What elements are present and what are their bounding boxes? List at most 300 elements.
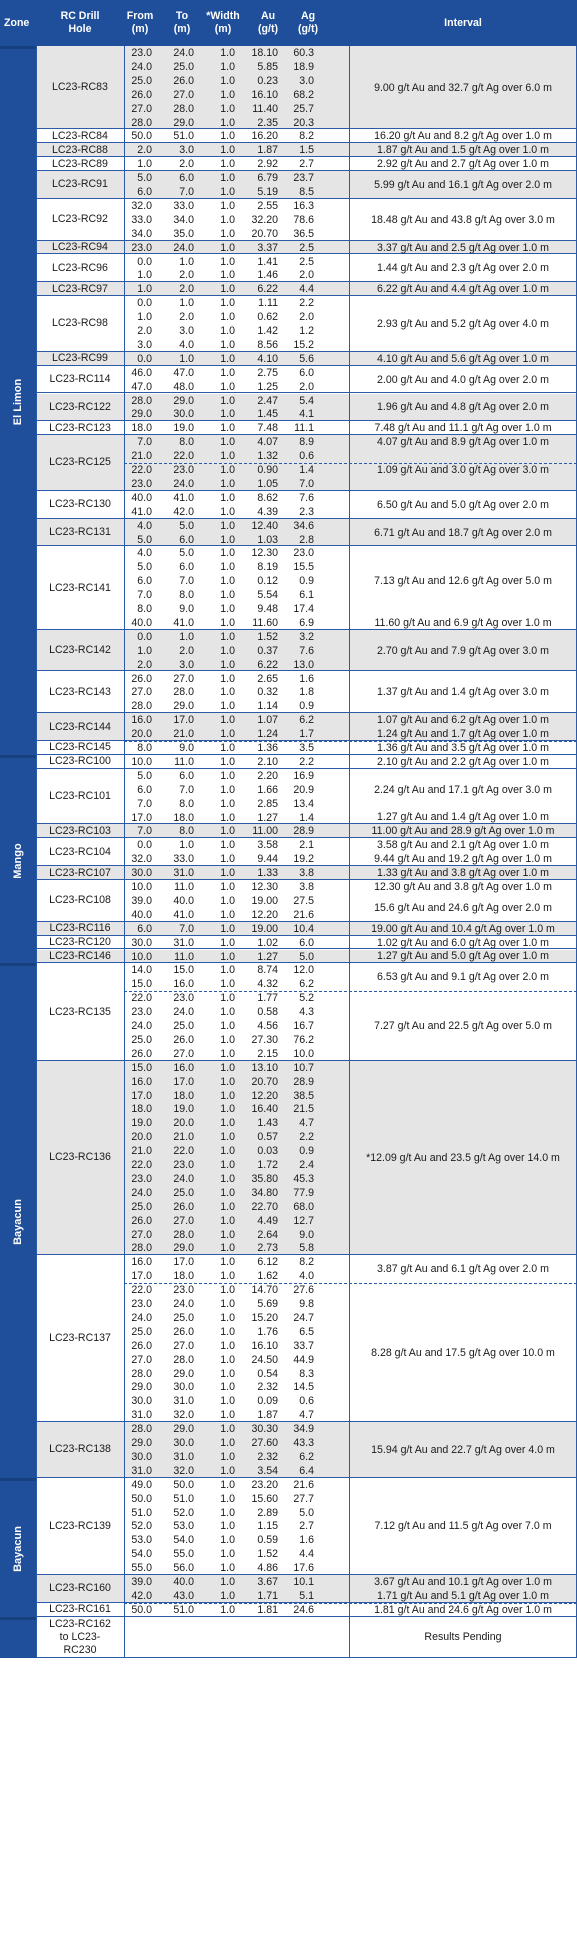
ag-cell: 4.7 [299,1409,314,1422]
from-cell: 23.0 [131,47,152,59]
to-cell: 30.0 [173,1437,194,1449]
to-cell: 24.0 [173,47,194,59]
width-cell: 1.0 [220,1492,235,1505]
from-cell: 33.0 [131,213,152,226]
width-cell: 1.0 [220,616,235,629]
width-cell: 1.0 [220,130,235,143]
width-cell: 1.0 [220,1020,235,1032]
width-cell: 1.0 [220,894,235,907]
to-cell: 22.0 [173,1145,194,1158]
from-cell: 1.0 [137,283,152,296]
from-cell: 17.0 [131,1270,152,1283]
ag-cell: 1.6 [299,1534,314,1547]
to-cell: 4.0 [179,338,194,351]
ag-cell: 78.6 [293,213,314,226]
ag-cell: 5.0 [299,950,314,963]
header-from: From (m) [126,10,154,35]
width-cell: 1.0 [220,394,235,407]
width-cell: 1.0 [220,255,235,268]
to-cell: 26.0 [173,1200,194,1213]
from-cell: 26.0 [131,1047,152,1060]
ag-cell: 25.7 [293,102,314,115]
to-cell: 56.0 [173,1562,194,1575]
table-row [124,1478,349,1492]
interval-summary: *12.09 g/t Au and 23.5 g/t Ag over 14.0 m [366,1152,560,1164]
from-cell: 26.0 [131,88,152,101]
to-cell: 2.0 [179,311,194,324]
interval-summary: 3.58 g/t Au and 2.1 g/t Ag over 1.0 m [377,839,549,852]
to-cell: 7.0 [179,922,194,935]
width-cell: 1.0 [220,1047,235,1060]
ag-cell: 0.6 [299,1395,314,1408]
to-cell: 29.0 [173,394,194,407]
width-cell: 1.0 [220,227,235,240]
from-cell: 4.0 [137,547,152,560]
ag-cell: 3.2 [299,630,314,643]
ag-cell: 0.9 [299,700,314,713]
from-cell: 39.0 [131,894,152,907]
width-cell: 1.0 [220,1576,235,1588]
table-row [124,241,349,255]
from-cell: 5.0 [137,561,152,574]
to-cell: 55.0 [173,1548,194,1561]
table-row [124,602,349,616]
from-cell: 47.0 [131,380,152,393]
au-cell: 15.60 [251,1492,278,1505]
from-cell: 31.0 [131,1409,152,1422]
width-cell: 1.0 [220,603,235,615]
table-row [124,1130,349,1144]
table-row [124,1019,349,1033]
interval-summary: 3.87 g/t Au and 6.1 g/t Ag over 2.0 m [377,1263,549,1276]
ag-cell: 13.0 [293,658,314,671]
width-cell: 1.0 [220,658,235,671]
width-cell: 1.0 [220,1006,235,1019]
width-cell: 1.0 [220,686,235,699]
width-cell: 1.0 [220,1228,235,1241]
au-cell: 30.30 [251,1423,278,1436]
from-cell: 27.0 [131,1228,152,1241]
zone-label [0,46,36,755]
table-row [124,157,349,171]
width-cell: 1.0 [220,1562,235,1575]
table-row [124,1603,349,1617]
ag-cell: 8.5 [299,186,314,198]
table-row [124,1367,349,1381]
ag-cell: 2.8 [299,533,314,546]
interval-summary: 1.96 g/t Au and 4.8 g/t Ag over 2.0 m [377,401,549,414]
table-row [124,421,349,435]
hole-id: LC23-RC99 [52,352,108,365]
table-row [124,1172,349,1186]
table-row [124,1061,349,1075]
from-cell: 23.0 [131,1298,152,1310]
to-cell: 50.0 [173,1478,194,1491]
ag-cell: 4.4 [299,1548,314,1561]
width-cell: 1.0 [220,1367,235,1380]
au-cell: 3.37 [257,241,278,254]
to-cell: 23.0 [173,1284,194,1297]
table-row [124,880,349,894]
table-row [124,199,349,213]
au-cell: 0.54 [257,1367,278,1380]
au-cell: 1.77 [257,992,278,1005]
ag-cell: 6.0 [299,366,314,379]
table-row [124,1408,349,1422]
width-cell: 1.0 [220,575,235,588]
to-cell: 19.0 [173,422,194,435]
to-cell: 27.0 [173,672,194,685]
table-row [124,644,349,658]
ag-cell: 16.3 [293,199,314,212]
interval-separator [124,1283,577,1284]
interval-summary: 7.27 g/t Au and 22.5 g/t Ag over 5.0 m [374,1019,552,1032]
ag-cell: 9.0 [299,1228,314,1241]
to-cell: 17.0 [173,1256,194,1269]
au-cell: 2.55 [257,199,278,212]
ag-cell: 5.1 [299,1589,314,1602]
from-cell: 17.0 [131,811,152,824]
from-cell: 40.0 [131,491,152,504]
to-cell: 25.0 [173,1186,194,1199]
header-hole: RC Drill Hole [60,10,100,35]
width-cell: 1.0 [220,366,235,379]
to-cell: 31.0 [173,867,194,880]
au-cell: 2.20 [257,769,278,782]
au-cell: 1.27 [257,950,278,963]
au-cell: 1.25 [257,380,278,393]
width-cell: 1.0 [220,728,235,741]
interval-summary: 15.94 g/t Au and 22.7 g/t Ag over 4.0 m [371,1443,555,1456]
interval-summary: 16.20 g/t Au and 8.2 g/t Ag over 1.0 m [374,130,552,143]
hole-id: LC23-RC136 [49,1151,111,1164]
to-cell: 2.0 [179,283,194,296]
width-cell: 1.0 [220,1131,235,1144]
zone-name: Bayacun [12,1199,24,1245]
table-row [124,560,349,574]
from-cell: 7.0 [137,436,152,449]
from-cell: 6.0 [137,922,152,935]
interval-summary: 3.67 g/t Au and 10.1 g/t Ag over 1.0 m [374,1575,552,1588]
au-cell: 1.14 [257,700,278,713]
ag-cell: 21.5 [293,1103,314,1116]
width-cell: 1.0 [220,644,235,657]
interval-summary: 2.93 g/t Au and 5.2 g/t Ag over 4.0 m [377,318,549,330]
interval-summary: 6.53 g/t Au and 9.1 g/t Ag over 2.0 m [377,971,549,984]
table-row [124,963,349,977]
width-cell: 1.0 [220,742,235,754]
au-cell: 11.60 [252,616,278,629]
to-cell: 26.0 [173,1033,194,1046]
width-cell: 1.0 [220,630,235,643]
table-row [124,1422,349,1436]
to-cell: 29.0 [173,1423,194,1436]
to-cell: 9.0 [179,742,194,754]
width-cell: 1.0 [220,1534,235,1547]
au-cell: 2.89 [257,1506,278,1519]
from-cell: 1.0 [137,311,152,324]
width-cell: 1.0 [220,964,235,977]
width-cell: 1.0 [220,422,235,435]
from-cell: 8.0 [137,742,152,754]
from-cell: 21.0 [131,1145,152,1158]
to-cell: 16.0 [173,978,194,991]
au-cell: 19.00 [251,894,278,907]
ag-cell: 76.2 [293,1033,314,1046]
table-row [124,991,349,1005]
column-divider [36,46,37,1658]
table-row [124,463,349,477]
hole-id: LC23-RC107 [49,866,111,879]
table-row [124,407,349,421]
table-row [124,268,349,282]
interval-summary: 2.00 g/t Au and 4.0 g/t Ag over 2.0 m [377,373,549,386]
ag-cell: 6.5 [299,1325,314,1338]
to-cell: 30.0 [173,1381,194,1394]
ag-cell: 8.3 [299,1367,314,1380]
to-cell: 6.0 [179,769,194,782]
table-row [124,102,349,116]
from-cell: 49.0 [131,1478,152,1491]
table-row [124,366,349,380]
from-cell: 50.0 [131,1603,152,1616]
from-cell: 27.0 [131,1353,152,1366]
width-cell: 1.0 [220,47,235,59]
to-cell: 41.0 [173,491,194,504]
ag-cell: 44.9 [293,1353,314,1366]
width-cell: 1.0 [220,714,235,727]
to-cell: 27.0 [173,1214,194,1227]
from-cell: 55.0 [131,1562,152,1575]
ag-cell: 10.7 [293,1061,314,1074]
to-cell: 31.0 [173,936,194,949]
au-cell: 4.86 [257,1562,278,1575]
ag-cell: 5.0 [299,1506,314,1519]
au-cell: 12.30 [251,881,278,893]
from-cell: 30.0 [131,1395,152,1408]
zone-label [0,963,36,1477]
au-cell: 1.42 [257,325,278,337]
to-cell: 27.0 [173,1339,194,1352]
table-row [124,936,349,950]
interval-summary: 2.24 g/t Au and 17.1 g/t Ag over 3.0 m [374,783,552,796]
au-cell: 8.56 [257,338,278,351]
ag-cell: 8.2 [299,130,314,143]
au-cell: 1.05 [257,477,278,490]
header-to: To (m) [173,10,191,35]
au-cell: 1.52 [257,630,278,643]
from-cell: 6.0 [137,575,152,588]
width-cell: 1.0 [220,1464,235,1477]
au-cell: 2.75 [257,366,278,379]
au-cell: 2.73 [257,1242,278,1255]
interval-summary: 1.02 g/t Au and 6.0 g/t Ag over 1.0 m [377,936,549,949]
width-cell: 1.0 [220,783,235,796]
to-cell: 1.0 [179,630,194,643]
width-cell: 1.0 [220,450,235,463]
au-cell: 35.80 [251,1172,278,1185]
ag-cell: 36.5 [293,227,314,240]
hole-id: LC23-RC123 [49,421,111,434]
interval-summary: 9.00 g/t Au and 32.7 g/t Ag over 6.0 m [374,81,552,94]
ag-cell: 2.0 [299,380,314,393]
header-width: *Width (m) [206,10,240,35]
width-cell: 1.0 [220,1353,235,1366]
width-cell: 1.0 [220,269,235,282]
to-cell: 21.0 [173,1131,194,1144]
au-cell: 1.03 [257,533,278,546]
to-cell: 8.0 [179,436,194,449]
table-row [124,1533,349,1547]
au-cell: 1.02 [257,936,278,949]
table-row [124,1575,349,1589]
au-cell: 11.00 [252,825,278,838]
to-cell: 1.0 [179,839,194,852]
hole-id: LC23-RC144 [49,720,111,733]
ag-cell: 5.6 [299,352,314,365]
to-cell: 20.0 [173,1117,194,1130]
table-row [124,1200,349,1214]
au-cell: 8.62 [257,491,278,504]
table-row [124,797,349,811]
to-cell: 7.0 [179,783,194,796]
interval-summary: 11.00 g/t Au and 28.9 g/t Ag over 1.0 m [371,825,555,838]
table-row [124,588,349,602]
table-row [124,116,349,130]
to-cell: 29.0 [173,1242,194,1255]
from-cell: 6.0 [137,186,152,198]
interval-summary: 18.48 g/t Au and 43.8 g/t Ag over 3.0 m [371,213,555,226]
width-cell: 1.0 [220,186,235,198]
from-cell: 23.0 [131,241,152,254]
from-cell: 27.0 [131,686,152,699]
table-row [124,1033,349,1047]
au-cell: 13.10 [251,1061,278,1074]
ag-cell: 1.8 [299,686,314,699]
table-row [124,574,349,588]
ag-cell: 23.0 [293,547,314,560]
interval-summary: 8.28 g/t Au and 17.5 g/t Ag over 10.0 m [371,1346,555,1359]
hole-id: LC23-RC120 [49,936,111,949]
hole-id: LC23-RC143 [49,685,111,698]
width-cell: 1.0 [220,380,235,393]
to-cell: 32.0 [173,1409,194,1422]
from-cell: 23.0 [131,477,152,490]
to-cell: 3.0 [179,144,194,157]
to-cell: 2.0 [179,158,194,171]
ag-cell: 6.4 [299,1464,314,1477]
from-cell: 10.0 [131,881,152,893]
table-row [124,60,349,74]
from-cell: 25.0 [131,1325,152,1338]
au-cell: 2.64 [257,1228,278,1241]
to-cell: 3.0 [179,658,194,671]
to-cell: 11.0 [174,881,194,893]
interval-summary: 1.27 g/t Au and 5.0 g/t Ag over 1.0 m [377,950,549,963]
width-cell: 1.0 [220,74,235,87]
ag-cell: 9.8 [299,1298,314,1310]
au-cell: 2.32 [257,1381,278,1394]
to-cell: 34.0 [173,213,194,226]
table-row [124,1255,349,1269]
width-cell: 1.0 [220,1478,235,1491]
header-ag: Ag (g/t) [298,10,318,35]
to-cell: 19.0 [173,1103,194,1116]
interval-summary: 4.07 g/t Au and 8.9 g/t Ag over 1.0 m [377,436,549,449]
ag-cell: 8.2 [299,1256,314,1269]
table-row [124,699,349,713]
ag-cell: 3.8 [299,867,314,880]
au-cell: 2.32 [257,1450,278,1463]
au-cell: 1.07 [257,714,278,727]
from-cell: 24.0 [131,1311,152,1324]
width-cell: 1.0 [220,1284,235,1297]
au-cell: 7.48 [257,422,278,435]
to-cell: 27.0 [173,1047,194,1060]
width-cell: 1.0 [220,88,235,101]
from-cell: 25.0 [131,1033,152,1046]
to-cell: 16.0 [173,1061,194,1074]
au-cell: 12.20 [251,1089,278,1102]
table-row [124,1144,349,1158]
from-cell: 7.0 [137,589,152,602]
au-cell: 16.20 [251,130,278,143]
width-cell: 1.0 [220,1381,235,1394]
au-cell: 12.30 [251,547,278,560]
width-cell: 1.0 [220,1033,235,1046]
ag-cell: 14.5 [293,1381,314,1394]
table-row [124,255,349,269]
table-row [124,1241,349,1255]
table-row [124,811,349,825]
table-row [124,630,349,644]
au-cell: 1.45 [257,408,278,421]
table-row [124,685,349,699]
from-cell: 22.0 [131,1284,152,1297]
width-cell: 1.0 [220,325,235,337]
interval-summary: 12.30 g/t Au and 3.8 g/t Ag over 1.0 m [374,880,552,893]
to-cell: 51.0 [173,1603,194,1616]
width-cell: 1.0 [220,477,235,490]
table-row [124,352,349,366]
from-cell: 21.0 [131,450,152,463]
width-cell: 1.0 [220,1270,235,1283]
to-cell: 24.0 [173,1172,194,1185]
table-row [124,1519,349,1533]
hole-id: LC23-RC160 [49,1582,111,1595]
from-cell: 16.0 [131,1075,152,1088]
interval-summary: 9.44 g/t Au and 19.2 g/t Ag over 1.0 m [374,853,552,866]
from-cell: 31.0 [131,1464,152,1477]
width-cell: 1.0 [220,1075,235,1088]
au-cell: 1.43 [257,1117,278,1130]
table-row [124,380,349,394]
interval-summary: 1.07 g/t Au and 6.2 g/t Ag over 1.0 m [377,714,549,727]
to-cell: 9.0 [179,603,194,615]
to-cell: 53.0 [173,1520,194,1533]
width-cell: 1.0 [220,978,235,991]
ag-cell: 38.5 [293,1089,314,1102]
to-cell: 28.0 [173,686,194,699]
au-cell: 9.44 [257,853,278,866]
width-cell: 1.0 [220,1200,235,1213]
au-cell: 16.10 [251,1339,278,1352]
from-cell: 5.0 [137,769,152,782]
width-cell: 1.0 [220,811,235,824]
hole-id: LC23-RC100 [49,755,111,768]
to-cell: 25.0 [173,1020,194,1032]
au-cell: 1.81 [257,1603,278,1616]
